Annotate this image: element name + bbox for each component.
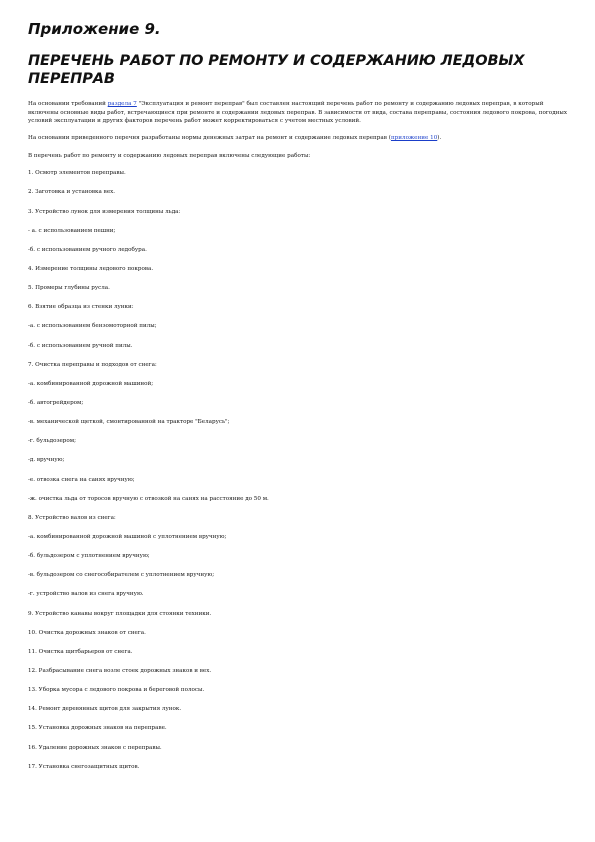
list-item: 4. Измерение толщины ледового покрова. — [28, 266, 154, 273]
norms-text-before: На основании приведенного перечня разработаны нормы денежных затрат на ремонт и содержание ледовых переправ ( — [28, 134, 391, 141]
document-title: ПЕРЕЧЕНЬ РАБОТ ПО РЕМОНТУ И СОДЕРЖАНИЮ ЛЕДОВЫХ ПЕРЕПРАВ — [28, 53, 525, 87]
intro-text-after: "Эксплуатация и ремонт переправ" был составлен настоящий перечень работ по ремонту и содержанию ледовых переправ, в который включены основные виды работ, встречающиеся при ремонте и содержании ледовых переправ. В зависимости от вида, состава переправы, состояния ледового покрова, погодных условий эксплуатации и других факторов перечень работ может корректироваться с учетом местных условий. — [28, 101, 568, 125]
norms-paragraph — [28, 134, 568, 143]
list-item: -г. бульдозером; — [28, 438, 76, 445]
list-item: 6. Взятие образца из стенки лунки: — [28, 304, 134, 311]
list-item: 13. Уборка мусора с ледового покрова и береговой полосы. — [28, 687, 205, 694]
list-item: 17. Установка снегозащитных щитов. — [28, 763, 140, 770]
list-item: 11. Очистка щитбарьеров от снега. — [28, 648, 133, 655]
list-item: -е. отвозка снега на санях вручную; — [28, 476, 135, 483]
list-item: -а. комбинированной дорожной машиной; — [28, 380, 154, 387]
list-item: 16. Удаление дорожных знаков с переправы. — [28, 744, 162, 751]
section-7-link[interactable]: раздела 7 — [107, 101, 137, 107]
list-item: 8. Устройство валов из снега: — [28, 514, 116, 521]
list-item: -в. бульдозером со снегособирателем с уплотнением вручную; — [28, 572, 215, 579]
intro-text-before: На основании требований — [28, 101, 108, 107]
list-item: -а. комбинированной дорожной машиной с уплотнением вручную; — [28, 534, 227, 541]
list-item: -в. механической щеткой, смонтированной на тракторе "Беларусь"; — [28, 419, 230, 426]
list-item: 2. Заготовка и установка вех. — [28, 189, 116, 196]
list-item: -д. вручную; — [28, 457, 65, 464]
norms-text-after: ). — [437, 134, 442, 141]
intro-paragraph — [28, 100, 568, 126]
appendix-10-link[interactable]: приложение 10 — [390, 134, 438, 141]
list-item: -б. бульдозером с уплотнением вручную; — [28, 553, 150, 560]
list-item: -г. устройство валов из снега вручную. — [28, 591, 144, 598]
work-list — [28, 169, 568, 771]
list-item: 12. Разбрасывание снега возле стоек дорожных знаков и вех. — [28, 668, 212, 674]
list-item: -б. с использованием ручной пилы. — [28, 342, 133, 349]
document-page — [28, 20, 568, 782]
list-item: 14. Ремонт деревянных щитов для закрытия лунок. — [28, 706, 182, 713]
list-item: 15. Установка дорожных знаков на переправе. — [28, 725, 167, 732]
list-item: -б. с использованием ручного ледобура. — [28, 246, 147, 253]
list-item: 9. Устройство канавы вокруг площадки для стоянки техники. — [28, 610, 212, 617]
appendix-title: Приложение 9. — [28, 20, 161, 38]
list-item: 3. Устройство лунок для измерения толщины льда: — [28, 208, 181, 215]
list-item: -б. автогрейдером; — [28, 400, 84, 407]
list-item: 5. Промеры глубины русла. — [28, 285, 110, 292]
list-item: - а. с использованием пешни; — [28, 227, 116, 234]
list-intro: В перечень работ по ремонту и содержанию ледовых переправ включены следующие работы: — [28, 152, 311, 159]
list-item: -ж. очистка льда от торосов вручную с отвозкой на санях на расстояние до 50 м. — [28, 495, 269, 502]
list-item: 10. Очистка дорожных знаков от снега. — [28, 629, 146, 636]
list-item: 7. Очистка переправы и подходов от снега: — [28, 361, 157, 368]
list-item: -а. с использованием бензомоторной пилы; — [28, 323, 157, 330]
list-item: 1. Осмотр элементов переправы. — [28, 170, 126, 177]
